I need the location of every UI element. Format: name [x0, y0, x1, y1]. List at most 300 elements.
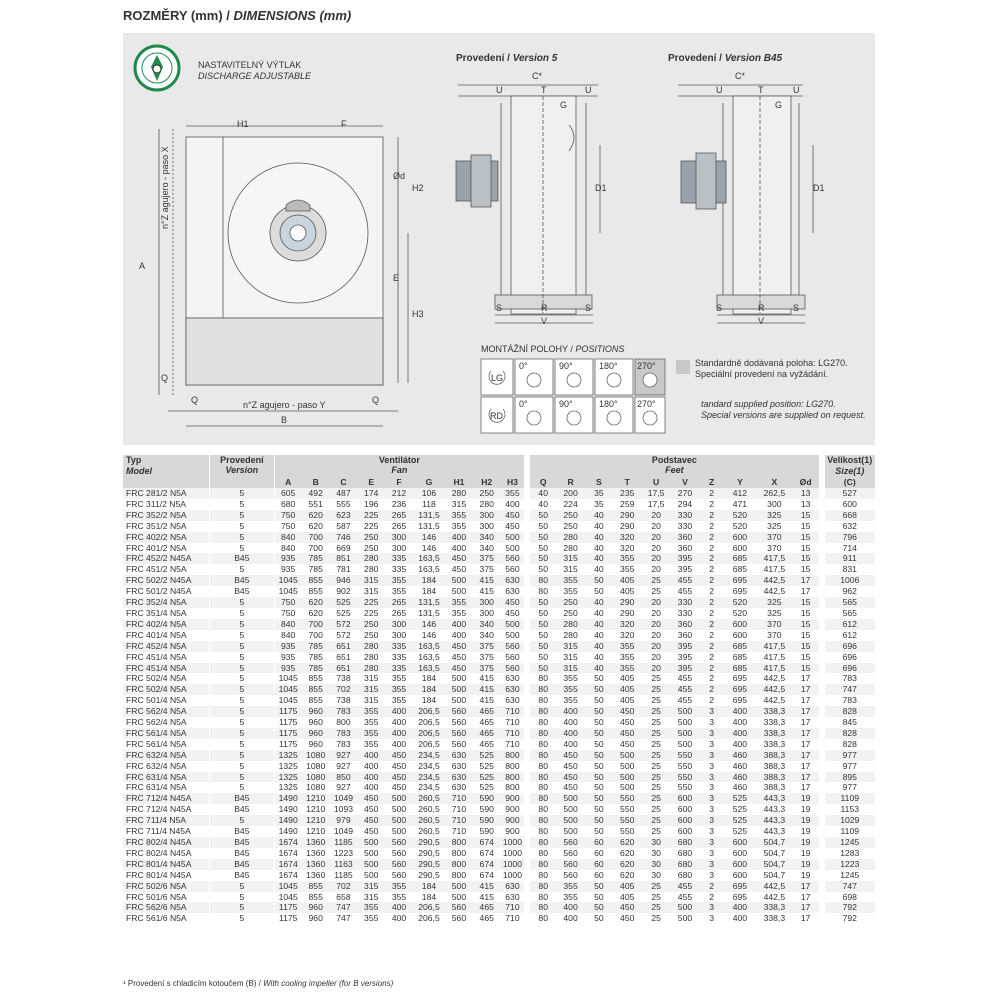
table-cell: 695	[724, 575, 756, 586]
header-vel-text: Velikost(1)	[827, 455, 873, 465]
table-cell: 1045	[274, 684, 302, 695]
table-cell: 700	[308, 542, 323, 553]
table-cell: 450	[451, 564, 467, 575]
table-cell: 600	[732, 629, 748, 640]
table-cell: 50	[594, 738, 604, 749]
table-cell: 5	[210, 641, 274, 652]
table-cell: 738	[336, 673, 351, 684]
table-cell: 15	[800, 520, 811, 531]
table-cell: 3	[709, 717, 714, 728]
table-cell: 300	[479, 607, 494, 618]
front-view-drawing	[159, 126, 408, 426]
table-cell: 500	[677, 717, 693, 728]
table-cell: 500	[620, 782, 635, 793]
table-cell: 450	[357, 815, 385, 826]
table-cell: 785	[308, 651, 323, 662]
table-row	[123, 881, 875, 892]
table-cell: 710	[445, 815, 473, 826]
table-cell: 25	[651, 695, 661, 706]
table-cell: 460	[732, 782, 748, 793]
table-cell: 20	[651, 520, 661, 531]
table-cell: 280	[479, 498, 494, 509]
table-cell: 5	[210, 913, 274, 924]
table-cell: 17	[793, 750, 822, 761]
table-cell: 355	[563, 586, 578, 597]
table-cell: 1175	[274, 717, 302, 728]
positions-note-2: Speciální provedení na vyžádání.	[695, 369, 829, 379]
table-cell: 50	[585, 706, 613, 717]
table-cell: 5	[210, 619, 274, 630]
table-cell: 1325	[274, 761, 302, 772]
table-cell: 1223	[822, 859, 875, 870]
table-cell: 590	[473, 815, 501, 826]
table-cell: 750	[274, 521, 302, 532]
table-cell: 460	[724, 750, 756, 761]
table-cell: 395	[671, 553, 700, 564]
table-cell: 443,3	[756, 815, 793, 826]
table-cell: 1490	[274, 804, 302, 815]
table-cell: 400	[391, 913, 407, 924]
table-cell: 747	[822, 881, 875, 892]
table-cell: 25	[642, 772, 671, 783]
table-cell: 60	[594, 847, 604, 858]
table-cell: 1490	[274, 815, 302, 826]
table-cell: 674	[473, 859, 501, 870]
table-cell: 747	[822, 684, 875, 695]
table-cell: 3	[709, 782, 714, 793]
angle-180: 180°	[599, 361, 618, 371]
table-cell: 355	[613, 553, 642, 564]
table-cell: 250	[364, 629, 379, 640]
table-cell: 15	[793, 597, 822, 608]
table-cell: 695	[732, 586, 748, 597]
table-cell: 184	[421, 586, 437, 597]
table-cell: 395	[677, 651, 693, 662]
table-cell: 355	[445, 510, 473, 521]
table-cell: 750	[274, 510, 302, 521]
table-row	[123, 521, 875, 532]
table-cell: 3	[699, 772, 723, 783]
table-cell: 600	[732, 869, 748, 880]
column-header: H1	[445, 477, 473, 488]
table-cell: 340	[473, 532, 501, 543]
table-cell: 500	[451, 695, 467, 706]
table-cell: 2	[709, 629, 714, 640]
table-cell: 80	[527, 728, 556, 739]
angle-270: 270°	[637, 361, 656, 371]
table-cell: 500	[556, 815, 585, 826]
table-cell: 375	[473, 641, 501, 652]
table-cell: 600	[724, 619, 756, 630]
table-cell: 651	[330, 663, 358, 674]
table-cell: 40	[585, 619, 613, 630]
table-cell: 450	[445, 641, 473, 652]
table-cell: 370	[767, 629, 782, 640]
table-cell: 395	[677, 564, 693, 575]
table-cell: 5	[210, 892, 274, 903]
table-cell: 17	[800, 695, 811, 706]
table-cell: 315	[563, 564, 578, 575]
model-cell: FRC 561/4 N5A	[123, 728, 210, 739]
column-header: V	[671, 477, 700, 488]
table-cell: 560	[501, 553, 528, 564]
table-cell: 500	[501, 619, 528, 630]
table-cell: 710	[501, 902, 528, 913]
table-cell: 280	[556, 532, 585, 543]
table-cell: 525	[732, 804, 748, 815]
table-cell: 3	[709, 913, 714, 924]
table-cell: 500	[671, 902, 700, 913]
table-cell: 450	[563, 782, 578, 793]
model-cell: FRC 562/4 N5A	[123, 706, 210, 717]
table-cell: 465	[473, 728, 501, 739]
table-cell: 1000	[502, 869, 522, 880]
v5-label-v: V	[541, 316, 548, 326]
table-cell: 30	[642, 837, 671, 848]
header-fan-text: Fan	[391, 465, 408, 475]
table-cell: 400	[385, 902, 413, 913]
label-q-right: Q	[372, 395, 380, 405]
vb45-label-v: V	[758, 316, 765, 326]
table-cell: 600	[732, 847, 748, 858]
table-cell: 946	[330, 575, 358, 586]
table-cell: B45	[210, 870, 274, 881]
table-cell: 25	[642, 706, 671, 717]
table-cell: 290,5	[418, 869, 440, 880]
table-cell: 400	[556, 728, 585, 739]
table-cell: 355	[556, 684, 585, 695]
table-row	[123, 564, 875, 575]
table-cell: 560	[556, 859, 585, 870]
table-cell: 2	[709, 520, 714, 531]
table-cell: 265	[391, 520, 407, 531]
table-cell: 184	[421, 891, 437, 902]
table-row	[123, 892, 875, 903]
table-cell: 500	[391, 826, 407, 837]
table-cell: 587	[336, 520, 351, 531]
v5-label-r: R	[541, 303, 548, 313]
table-cell: 50	[527, 641, 556, 652]
v5-label-c: C*	[532, 71, 543, 81]
table-cell: 335	[385, 641, 413, 652]
table-cell: 412	[724, 488, 756, 499]
table-cell: 15	[800, 651, 811, 662]
badge-en	[198, 71, 311, 82]
model-cell: FRC 802/4 N45A	[126, 847, 192, 858]
column-header: S	[585, 477, 613, 488]
table-cell: 450	[385, 772, 413, 783]
table-cell: 400	[724, 728, 756, 739]
table-cell: 25	[642, 575, 671, 586]
table-cell: 400	[451, 542, 467, 553]
table-cell: 20	[651, 629, 661, 640]
table-cell: 236	[391, 498, 407, 509]
table-cell: 455	[677, 673, 693, 684]
table-cell: 612	[822, 619, 875, 630]
title-en: DIMENSIONS (mm)	[233, 8, 352, 23]
model-cell: FRC 631/4 N5A	[126, 782, 187, 793]
table-cell: 3	[699, 750, 723, 761]
table-cell: 355	[364, 717, 379, 728]
angle-90-rd: 90°	[559, 399, 573, 409]
table-cell: 560	[505, 564, 520, 575]
table-cell: 163,5	[413, 641, 445, 652]
table-cell: 206,5	[418, 717, 440, 728]
table-cell: 415	[473, 684, 501, 695]
table-cell: 555	[336, 498, 351, 509]
table-cell: B45	[210, 553, 274, 564]
table-row	[123, 815, 875, 826]
table-cell: 400	[724, 706, 756, 717]
table-cell: 785	[302, 641, 330, 652]
table-cell: 400	[563, 913, 578, 924]
table-cell: 50	[527, 630, 556, 641]
table-cell: 260,5	[418, 804, 440, 815]
dimensions-table-body	[123, 488, 875, 924]
table-cell: 935	[274, 663, 302, 674]
table-cell: 355	[613, 641, 642, 652]
table-cell: 80	[527, 684, 556, 695]
vb45-label-c: C*	[735, 71, 746, 81]
table-row	[123, 837, 875, 848]
table-cell: 460	[724, 772, 756, 783]
table-cell: 1185	[334, 869, 353, 880]
table-cell: 400	[732, 738, 748, 749]
table-cell: 1045	[274, 673, 302, 684]
table-cell: 335	[391, 651, 407, 662]
table-cell: 20	[651, 651, 661, 662]
table-cell: B45	[210, 837, 274, 848]
table-cell: 60	[594, 869, 604, 880]
table-cell: 500	[445, 881, 473, 892]
table-cell: 50	[527, 510, 556, 521]
table-cell: 250	[556, 597, 585, 608]
table-cell: 19	[800, 869, 811, 880]
table-cell: 600	[677, 826, 693, 837]
vb45-label-d1: D1	[813, 183, 825, 193]
table-cell: 17	[793, 881, 822, 892]
table-cell: 3	[709, 804, 714, 815]
table-cell: 163,5	[418, 564, 440, 575]
table-cell: 50	[594, 673, 604, 684]
table-cell: 710	[501, 706, 528, 717]
table-cell: 280	[563, 629, 578, 640]
header-model	[123, 455, 210, 488]
header-size-text: Size(1)	[835, 466, 865, 476]
table-cell: 504,7	[756, 837, 793, 848]
table-cell: 320	[613, 532, 642, 543]
table-cell: 355	[391, 586, 407, 597]
table-cell: 1210	[306, 804, 326, 815]
table-cell: 5	[210, 630, 274, 641]
table-row	[123, 597, 875, 608]
table-cell: 40	[585, 532, 613, 543]
table-cell: 50	[527, 521, 556, 532]
table-cell: 520	[724, 597, 756, 608]
table-cell: 674	[479, 869, 494, 880]
table-cell: 40	[594, 607, 604, 618]
table-cell: 5	[210, 564, 274, 575]
table-cell: 450	[556, 772, 585, 783]
table-cell: 443,3	[763, 804, 786, 815]
v5-label-d1: D1	[595, 183, 607, 193]
table-cell: 550	[671, 772, 700, 783]
model-cell: FRC 311/2 N5A	[126, 498, 187, 509]
table-cell: 710	[505, 913, 520, 924]
table-cell: 5	[210, 761, 274, 772]
table-cell: 15	[793, 641, 822, 652]
column-header: (C)	[822, 477, 875, 488]
table-cell: 520	[724, 510, 756, 521]
table-row	[123, 782, 875, 793]
table-cell: 17	[800, 673, 811, 684]
table-cell: 3	[699, 815, 723, 826]
table-cell: 685	[724, 553, 756, 564]
column-header: Z	[699, 477, 723, 488]
table-cell: 280	[364, 651, 379, 662]
table-cell: 2	[699, 597, 723, 608]
table-row	[123, 728, 875, 739]
table-cell: 300	[385, 619, 413, 630]
v5-label-s-right: S	[585, 303, 592, 313]
table-cell: 674	[473, 837, 501, 848]
table-cell: 443,3	[756, 793, 793, 804]
table-cell: 2	[709, 695, 714, 706]
table-cell: 525	[724, 815, 756, 826]
table-cell: 696	[822, 641, 875, 652]
table-cell: 234,5	[418, 782, 440, 793]
header-vent-text: Ventilátor	[378, 455, 420, 465]
table-cell: 2	[709, 891, 714, 902]
table-cell: 388,3	[756, 750, 793, 761]
model-cell: FRC 632/4 N5A	[123, 750, 210, 761]
table-cell: 855	[308, 891, 323, 902]
table-cell: 315	[364, 891, 379, 902]
table-cell: 1049	[333, 826, 354, 837]
table-cell: 280	[364, 564, 379, 575]
table-cell: 3	[699, 793, 723, 804]
table-cell: 17	[800, 738, 811, 749]
table-cell: 1283	[822, 848, 875, 859]
table-cell: 500	[385, 793, 413, 804]
table-cell: 17	[800, 891, 811, 902]
table-cell: 2	[699, 663, 723, 674]
table-cell: 560	[563, 869, 578, 880]
table-cell: 1245	[822, 837, 875, 848]
table-cell: 550	[620, 804, 635, 815]
table-cell: 50	[585, 575, 613, 586]
label-od: Ød	[393, 171, 406, 181]
table-cell: 504,7	[763, 869, 786, 880]
table-cell: 572	[336, 629, 351, 640]
table-cell: 300	[767, 498, 782, 509]
column-header: T	[613, 477, 642, 488]
table-cell: 1210	[306, 826, 326, 837]
table-cell: 355	[364, 738, 379, 749]
positions-note-4	[701, 410, 866, 421]
table-cell: 550	[671, 750, 700, 761]
column-header: Q	[527, 477, 556, 488]
positions-note-4-text: Special versions are supplied on request.	[701, 410, 866, 420]
table-cell: 669	[336, 542, 351, 553]
table-cell: 560	[445, 728, 473, 739]
table-cell: 50	[527, 543, 556, 554]
table-cell: 80	[527, 750, 556, 761]
table-cell: 800	[445, 859, 473, 870]
table-cell: 315	[556, 553, 585, 564]
table-cell: 355	[385, 881, 413, 892]
table-cell: 415	[473, 881, 501, 892]
table-cell: 355	[613, 663, 642, 674]
table-cell: 174	[357, 488, 385, 499]
table-cell: 565	[822, 597, 875, 608]
table-cell: 714	[822, 543, 875, 554]
table-cell: 3	[709, 869, 714, 880]
table-cell: 900	[505, 804, 520, 815]
table-cell: 1000	[501, 859, 528, 870]
table-cell: 19	[800, 804, 811, 815]
table-cell: 695	[732, 891, 748, 902]
table-cell: 196	[364, 498, 379, 509]
table-row	[123, 859, 875, 870]
table-cell: 600	[732, 542, 748, 553]
table-cell: 400	[391, 738, 407, 749]
table-cell: 300	[479, 520, 494, 531]
table-cell: 184	[413, 881, 445, 892]
table-cell: 1093	[333, 804, 354, 815]
table-cell: 417,5	[756, 663, 793, 674]
table-cell: 355	[556, 881, 585, 892]
vb45-label-s-right: S	[793, 303, 800, 313]
table-cell: 325	[767, 520, 782, 531]
table-cell: 400	[732, 913, 748, 924]
table-cell: 702	[330, 881, 358, 892]
label-h3: H3	[412, 309, 424, 319]
table-cell: 831	[822, 564, 875, 575]
table-cell: 5	[210, 695, 274, 706]
table-row	[123, 804, 875, 815]
table-cell: 455	[671, 575, 700, 586]
vb45-label-g: G	[775, 100, 783, 110]
table-cell: 2	[699, 510, 723, 521]
table-cell: B45	[210, 826, 274, 837]
table-cell: 710	[501, 728, 528, 739]
table-cell: 1490	[274, 793, 302, 804]
table-cell: 415	[479, 586, 494, 597]
table-cell: 800	[445, 837, 473, 848]
table-cell: 146	[421, 542, 437, 553]
badge-cz: NASTAVITELNÝ VÝTLAK	[198, 60, 302, 70]
model-cell: FRC 712/4 N45A	[123, 793, 210, 804]
column-header: Ød	[793, 477, 822, 488]
bottom-note: n°Z agujero - paso Y	[243, 400, 326, 410]
vb45-label-u-right: U	[793, 85, 800, 95]
table-cell: 355	[451, 520, 467, 531]
table-cell: 315	[364, 673, 379, 684]
table-cell: 902	[336, 586, 351, 597]
table-cell: 500	[445, 684, 473, 695]
table-cell: 40	[527, 488, 556, 499]
table-cell: 20	[642, 619, 671, 630]
table-cell: 5	[210, 750, 274, 761]
table-cell: 80	[527, 837, 556, 848]
table-cell: 25	[651, 717, 661, 728]
table-cell: 600	[724, 532, 756, 543]
table-cell: 560	[556, 837, 585, 848]
table-cell: 5	[210, 902, 274, 913]
table-cell: 1080	[306, 760, 326, 771]
table-cell: 630	[451, 782, 467, 793]
